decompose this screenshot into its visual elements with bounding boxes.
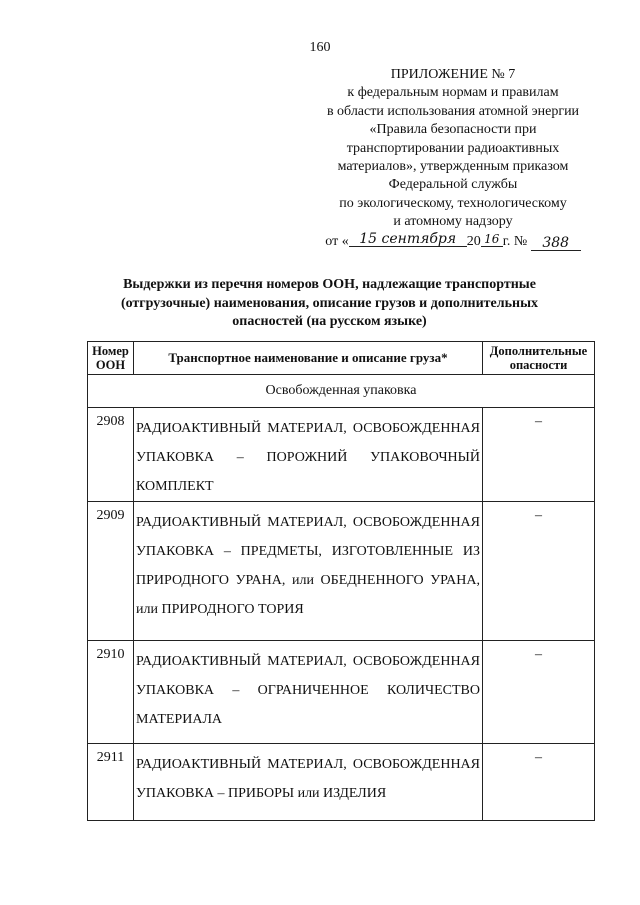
additional-hazards-cell: – — [483, 408, 595, 502]
un-number-table — [87, 341, 595, 821]
additional-hazards-cell: – — [483, 641, 595, 744]
appendix-line: к федеральным нормам и правилам — [347, 85, 559, 101]
un-number-cell: 2910 — [88, 641, 134, 744]
approval-year-suffix: г. № — [502, 233, 531, 249]
additional-hazards-cell: – — [483, 502, 595, 641]
un-number-cell: 2911 — [88, 744, 134, 821]
appendix-line: транспортировании радиоактивных — [346, 140, 560, 156]
section-title: Освобожденная упаковка — [88, 375, 595, 408]
approval-prefix: от « — [325, 233, 349, 249]
table-row — [88, 641, 595, 744]
appendix-line: материалов», утвержденным приказом — [337, 159, 569, 175]
table-section-row — [88, 375, 595, 408]
handwritten-order-number: 388 — [531, 236, 581, 251]
header-un-number: Номер ООН — [88, 342, 134, 375]
description-cell: РАДИОАКТИВНЫЙ МАТЕРИАЛ, ОСВОБОЖДЕННАЯ УПАКОВКА – ПОРОЖНИЙ УПАКОВОЧНЫЙ КОМПЛЕКТ — [134, 408, 483, 502]
handwritten-year: 16 — [481, 232, 503, 247]
appendix-line: Федеральной службы — [388, 177, 518, 193]
approval-line — [298, 232, 608, 251]
table-row — [88, 408, 595, 502]
document-title: Выдержки из перечня номеров ООН, надлежащие транспортные (отгрузочные) наименования, описание грузов и дополнительных опасностей (на русском языке) — [120, 277, 539, 330]
appendix-line: «Правила безопасности при — [369, 122, 537, 138]
additional-hazards-cell: – — [483, 744, 595, 821]
page-number: 160 — [309, 40, 331, 55]
table-header-row — [88, 342, 595, 375]
table-row — [88, 502, 595, 641]
appendix-line: и атомному надзору — [393, 214, 513, 230]
approval-year-prefix: 20 — [466, 233, 481, 249]
appendix-heading: ПРИЛОЖЕНИЕ № 7 — [390, 67, 516, 82]
header-additional-hazards: Дополнительные опасности — [483, 342, 595, 375]
header-description: Транспортное наименование и описание груза* — [134, 342, 483, 375]
description-cell: РАДИОАКТИВНЫЙ МАТЕРИАЛ, ОСВОБОЖДЕННАЯ УПАКОВКА – ОГРАНИЧЕННОЕ КОЛИЧЕСТВО МАТЕРИАЛА — [134, 641, 483, 744]
un-number-cell: 2908 — [88, 408, 134, 502]
description-cell: РАДИОАКТИВНЫЙ МАТЕРИАЛ, ОСВОБОЖДЕННАЯ УПАКОВКА – ПРЕДМЕТЫ, ИЗГОТОВЛЕННЫЕ ИЗ ПРИРОДНОГО УРАНА, или ОБЕДНЕННОГО УРАНА, или ПРИРОДНОГО ТОРИЯ — [134, 502, 483, 641]
appendix-block — [298, 66, 608, 251]
un-number-cell: 2909 — [88, 502, 134, 641]
table-row — [88, 744, 595, 821]
appendix-line: в области использования атомной энергии — [326, 103, 580, 119]
handwritten-date: 15 сентября — [349, 232, 467, 247]
appendix-line: по экологическому, технологическому — [339, 195, 567, 211]
description-cell: РАДИОАКТИВНЫЙ МАТЕРИАЛ, ОСВОБОЖДЕННАЯ УПАКОВКА – ПРИБОРЫ или ИЗДЕЛИЯ — [134, 744, 483, 821]
